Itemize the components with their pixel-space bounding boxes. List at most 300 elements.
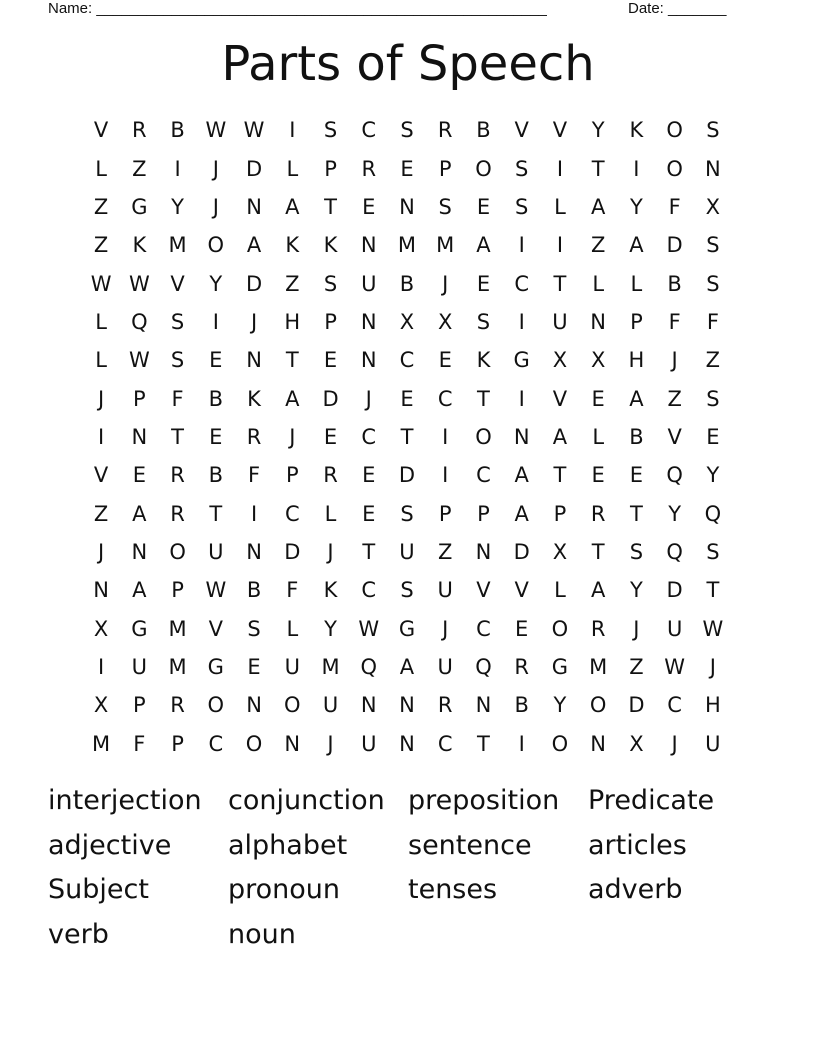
word-bank-item: conjunction (228, 785, 385, 816)
grid-letter: A (590, 194, 606, 219)
grid-letter: N (360, 233, 377, 258)
grid-letter: J (709, 654, 716, 679)
grid-row (82, 609, 732, 647)
grid-row (82, 571, 732, 609)
grid-letter: I (556, 156, 564, 181)
word-bank-item: interjection (48, 785, 202, 816)
grid-letter: E (476, 194, 491, 219)
grid-letter: T (477, 386, 490, 411)
grid-letter: P (171, 578, 184, 603)
grid-letter: T (706, 578, 720, 603)
grid-row (82, 648, 732, 686)
grid-letter: V (514, 578, 529, 603)
grid-letter: I (556, 233, 564, 258)
grid-letter: A (629, 386, 644, 411)
grid-letter: D (398, 463, 416, 488)
grid-letter: N (246, 539, 262, 564)
grid-letter: N (360, 348, 377, 373)
grid-letter: O (284, 693, 301, 718)
grid-letter: L (554, 194, 566, 219)
grid-row (82, 188, 732, 226)
grid-letter: P (630, 309, 643, 334)
grid-letter: B (514, 693, 529, 718)
grid-letter: V (667, 424, 682, 449)
grid-letter: W (664, 654, 686, 679)
grid-letter: U (399, 539, 415, 564)
grid-letter: Z (285, 271, 300, 296)
grid-letter: W (128, 348, 150, 373)
grid-letter: P (553, 501, 567, 526)
word-bank-item: tenses (408, 874, 498, 905)
grid-row (82, 264, 732, 302)
grid-letter: R (590, 616, 606, 641)
grid-letter: L (324, 501, 337, 526)
grid-letter: S (706, 386, 720, 411)
grid-letter: Q (666, 463, 683, 488)
grid-letter: N (475, 693, 492, 718)
grid-letter: T (477, 731, 490, 756)
worksheet-header (48, 0, 748, 20)
grid-letter: R (437, 693, 453, 718)
grid-letter: A (629, 233, 644, 258)
grid-letter: R (170, 501, 185, 526)
grid-letter: J (365, 386, 372, 411)
grid-letter: T (591, 156, 605, 181)
grid-letter: R (361, 156, 377, 181)
grid-letter: G (398, 616, 416, 641)
word-bank-item: preposition (408, 785, 560, 816)
grid-letter: U (552, 309, 568, 334)
grid-letter: W (90, 271, 112, 296)
grid-letter: X (705, 194, 721, 219)
grid-letter: I (212, 309, 219, 334)
grid-letter: B (170, 118, 185, 143)
grid-letter: T (629, 501, 643, 526)
grid-letter: X (399, 309, 415, 334)
grid-letter: O (475, 424, 492, 449)
grid-letter: P (324, 309, 337, 334)
grid-letter: T (553, 271, 567, 296)
grid-letter: D (245, 271, 263, 296)
grid-letter: I (518, 233, 525, 258)
grid-letter: W (128, 271, 150, 296)
grid-letter: S (323, 118, 338, 143)
grid-letter: A (246, 233, 262, 258)
grid-letter: D (322, 386, 339, 411)
grid-letter: K (132, 233, 147, 258)
grid-letter: D (513, 539, 530, 564)
grid-letter: A (590, 578, 606, 603)
grid-letter: S (515, 194, 529, 219)
grid-letter: A (285, 194, 300, 219)
grid-letter: J (327, 731, 334, 756)
word-bank (48, 779, 788, 957)
grid-letter: Z (590, 233, 606, 258)
grid-letter: R (590, 501, 606, 526)
grid-letter: X (552, 348, 568, 373)
grid-letter: P (438, 501, 452, 526)
grid-letter: C (399, 348, 415, 373)
grid-letter: X (552, 539, 568, 564)
grid-letter: N (246, 348, 262, 373)
grid-letter: J (98, 386, 105, 411)
grid-letter: W (358, 616, 380, 641)
grid-letter: K (285, 233, 300, 258)
grid-letter: Z (132, 156, 147, 181)
grid-letter: U (284, 654, 300, 679)
word-bank-item: Predicate (588, 785, 715, 816)
grid-letter: C (361, 118, 377, 143)
grid-letter: S (629, 539, 644, 564)
grid-letter: P (133, 386, 146, 411)
grid-letter: F (171, 386, 184, 411)
grid-letter: U (666, 616, 683, 641)
grid-letter: I (289, 118, 296, 143)
grid-letter: B (208, 386, 224, 411)
grid-letter: H (704, 693, 721, 718)
grid-letter: T (400, 424, 414, 449)
grid-letter: U (361, 271, 377, 296)
grid-letter: N (360, 309, 377, 334)
grid-letter: R (132, 118, 147, 143)
grid-letter: J (212, 156, 219, 181)
grid-letter: A (132, 578, 147, 603)
grid-letter: M (92, 731, 111, 756)
grid-letter: V (514, 118, 529, 143)
grid-letter: P (438, 156, 452, 181)
grid-letter: W (205, 578, 227, 603)
grid-letter: G (131, 194, 148, 219)
grid-letter: O (666, 156, 683, 181)
grid-letter: V (552, 386, 568, 411)
grid-letter: O (169, 539, 186, 564)
word-bank-item: alphabet (228, 829, 348, 861)
grid-letter: B (399, 271, 415, 296)
grid-letter: Y (209, 271, 223, 296)
grid-letter: E (323, 348, 338, 373)
grid-letter: Q (131, 309, 148, 334)
grid-letter: Q (475, 654, 492, 679)
grid-letter: S (400, 501, 414, 526)
grid-row (82, 226, 732, 264)
grid-letter: M (168, 616, 187, 641)
grid-letter: Z (629, 654, 644, 679)
grid-letter: M (168, 654, 187, 679)
grid-letter: E (438, 348, 452, 373)
grid-letter: T (285, 348, 299, 373)
word-bank-item: adjective (48, 829, 172, 861)
grid-letter: I (442, 463, 449, 488)
grid-row (82, 725, 732, 763)
grid-letter: N (399, 194, 415, 219)
grid-letter: Y (629, 194, 643, 219)
grid-letter: Z (93, 501, 109, 526)
grid-letter: M (397, 233, 417, 258)
grid-letter: P (133, 693, 146, 718)
grid-letter: D (666, 578, 683, 603)
word-bank-item: adverb (588, 874, 683, 905)
grid-letter: C (476, 463, 491, 488)
word-bank-item: sentence (408, 829, 532, 861)
grid-letter: S (706, 539, 720, 564)
grid-letter: J (212, 194, 219, 219)
grid-letter: Y (629, 578, 643, 603)
grid-letter: L (554, 578, 566, 603)
grid-letter: X (93, 616, 109, 641)
grid-letter: T (171, 424, 184, 449)
grid-letter: I (98, 654, 105, 679)
word-bank-item: articles (588, 829, 687, 861)
grid-letter: I (442, 424, 449, 449)
grid-letter: E (209, 424, 223, 449)
grid-letter: J (442, 616, 449, 641)
grid-letter: A (476, 233, 491, 258)
grid-letter: S (170, 348, 185, 373)
grid-letter: E (132, 463, 146, 488)
grid-letter: F (248, 463, 261, 488)
word-bank-item: pronoun (228, 874, 341, 905)
grid-letter: Z (93, 194, 109, 219)
grid-letter: K (476, 348, 491, 373)
grid-letter: I (174, 156, 181, 181)
grid-row (82, 379, 732, 417)
grid-letter: Y (706, 463, 720, 488)
grid-letter: A (514, 463, 529, 488)
grid-letter: N (513, 424, 530, 449)
page-title: Parts of Speech (221, 36, 595, 92)
grid-letter: S (400, 578, 414, 603)
grid-letter: C (667, 693, 682, 718)
grid-letter: S (438, 194, 452, 219)
grid-letter: N (93, 578, 109, 603)
grid-letter: V (476, 578, 491, 603)
grid-letter: O (245, 731, 263, 756)
grid-letter: G (131, 616, 148, 641)
grid-letter: B (667, 271, 682, 296)
grid-letter: Z (93, 233, 109, 258)
grid-letter: Z (705, 348, 721, 373)
grid-row (82, 303, 732, 341)
grid-letter: N (284, 731, 301, 756)
grid-letter: I (518, 731, 525, 756)
grid-letter: F (286, 578, 299, 603)
grid-letter: A (132, 501, 147, 526)
grid-letter: T (591, 539, 605, 564)
grid-letter: R (514, 654, 529, 679)
grid-letter: V (93, 118, 109, 143)
grid-letter: R (437, 118, 453, 143)
grid-row (82, 456, 732, 494)
grid-letter: L (286, 156, 299, 181)
grid-letter: Z (667, 386, 682, 411)
grid-letter: F (668, 309, 681, 334)
grid-letter: P (324, 156, 337, 181)
grid-letter: J (98, 539, 105, 564)
grid-letter: N (399, 693, 415, 718)
grid-letter: D (628, 693, 645, 718)
grid-letter: V (93, 463, 109, 488)
grid-row (82, 686, 732, 724)
grid-letter: S (515, 156, 529, 181)
grid-letter: N (131, 539, 148, 564)
grid-letter: C (361, 424, 377, 449)
name-field-label: Name: ______________________________________________________ (48, 0, 547, 17)
grid-letter: N (360, 693, 377, 718)
grid-letter: I (250, 501, 258, 526)
grid-letter: J (633, 616, 640, 641)
grid-letter: T (553, 463, 567, 488)
grid-letter: V (170, 271, 185, 296)
grid-letter: O (551, 616, 569, 641)
word-search-grid (82, 111, 732, 763)
grid-letter: F (668, 194, 681, 219)
grid-letter: X (438, 309, 453, 334)
grid-letter: X (629, 731, 644, 756)
grid-letter: L (95, 156, 107, 181)
grid-letter: T (362, 539, 376, 564)
grid-letter: I (518, 386, 525, 411)
grid-letter: T (324, 194, 337, 219)
grid-letter: S (476, 309, 491, 334)
grid-letter: S (706, 271, 720, 296)
grid-letter: B (246, 578, 262, 603)
grid-letter: E (706, 424, 720, 449)
grid-letter: E (591, 386, 605, 411)
grid-letter: R (323, 463, 338, 488)
grid-letter: C (361, 578, 377, 603)
grid-letter: S (170, 309, 185, 334)
grid-letter: H (284, 309, 301, 334)
grid-letter: F (706, 309, 719, 334)
grid-letter: N (705, 156, 721, 181)
grid-letter: G (513, 348, 530, 373)
grid-letter: R (170, 693, 185, 718)
grid-letter: U (208, 539, 224, 564)
grid-letter: J (442, 271, 449, 296)
grid-row (82, 111, 732, 149)
grid-letter: I (633, 156, 640, 181)
grid-letter: M (436, 233, 455, 258)
grid-letter: R (246, 424, 262, 449)
grid-letter: N (590, 731, 607, 756)
grid-letter: R (170, 463, 185, 488)
grid-letter: J (289, 424, 296, 449)
grid-letter: O (551, 731, 569, 756)
grid-letter: C (514, 271, 530, 296)
grid-letter: O (475, 156, 492, 181)
grid-letter: Y (324, 616, 337, 641)
grid-letter: E (247, 654, 261, 679)
grid-letter: C (284, 501, 300, 526)
grid-letter: Y (553, 693, 567, 718)
grid-letter: L (95, 348, 107, 373)
grid-letter: M (589, 654, 608, 679)
grid-letter: C (208, 731, 224, 756)
grid-letter: N (246, 194, 262, 219)
grid-letter: S (400, 118, 414, 143)
grid-row (82, 418, 732, 456)
grid-letter: D (666, 233, 683, 258)
grid-letter: S (323, 271, 338, 296)
grid-letter: E (362, 194, 376, 219)
grid-letter: B (629, 424, 644, 449)
grid-letter: H (628, 348, 645, 373)
grid-letter: A (514, 501, 529, 526)
grid-letter: E (362, 463, 376, 488)
grid-letter: K (323, 578, 338, 603)
grid-letter: E (400, 386, 414, 411)
grid-letter: C (437, 731, 453, 756)
grid-letter: E (515, 616, 529, 641)
grid-letter: N (590, 309, 607, 334)
grid-letter: X (93, 693, 109, 718)
grid-letter: A (285, 386, 300, 411)
date-field-label: Date: _______ (628, 0, 727, 17)
grid-letter: W (205, 118, 227, 143)
grid-letter: C (437, 386, 453, 411)
grid-letter: L (286, 616, 299, 641)
word-bank-item: noun (228, 918, 296, 950)
grid-row (82, 149, 732, 187)
grid-letter: B (208, 463, 224, 488)
grid-letter: V (552, 118, 568, 143)
grid-letter: J (671, 731, 678, 756)
grid-letter: Q (666, 539, 683, 564)
grid-letter: N (399, 731, 415, 756)
grid-letter: E (323, 424, 338, 449)
grid-letter: L (592, 271, 605, 296)
word-bank-item: verb (48, 918, 109, 950)
grid-letter: Y (668, 501, 682, 526)
grid-letter: U (131, 654, 148, 679)
grid-letter: G (551, 654, 569, 679)
grid-letter: M (321, 654, 340, 679)
grid-letter: N (475, 539, 492, 564)
grid-letter: C (476, 616, 491, 641)
grid-letter: Y (171, 194, 184, 219)
grid-letter: E (362, 501, 376, 526)
grid-letter: I (518, 309, 525, 334)
grid-letter: Q (704, 501, 722, 526)
grid-letter: K (323, 233, 338, 258)
grid-letter: P (285, 463, 299, 488)
grid-letter: E (591, 463, 605, 488)
grid-letter: U (437, 654, 453, 679)
grid-letter: U (437, 578, 453, 603)
grid-letter: M (168, 233, 187, 258)
grid-letter: U (705, 731, 721, 756)
grid-letter: G (207, 654, 224, 679)
grid-letter: S (706, 233, 720, 258)
grid-letter: A (552, 424, 568, 449)
grid-letter: S (247, 616, 261, 641)
grid-letter: N (246, 693, 262, 718)
grid-letter: D (284, 539, 301, 564)
grid-letter: O (589, 693, 607, 718)
grid-row (82, 341, 732, 379)
grid-letter: D (245, 156, 263, 181)
grid-letter: E (400, 156, 414, 181)
grid-letter: J (671, 348, 678, 373)
grid-letter: W (702, 616, 724, 641)
grid-letter: K (629, 118, 644, 143)
grid-letter: K (247, 386, 261, 411)
grid-letter: L (95, 309, 107, 334)
grid-letter: U (322, 693, 339, 718)
grid-letter: A (399, 654, 415, 679)
grid-letter: P (477, 501, 490, 526)
grid-letter: O (207, 233, 225, 258)
